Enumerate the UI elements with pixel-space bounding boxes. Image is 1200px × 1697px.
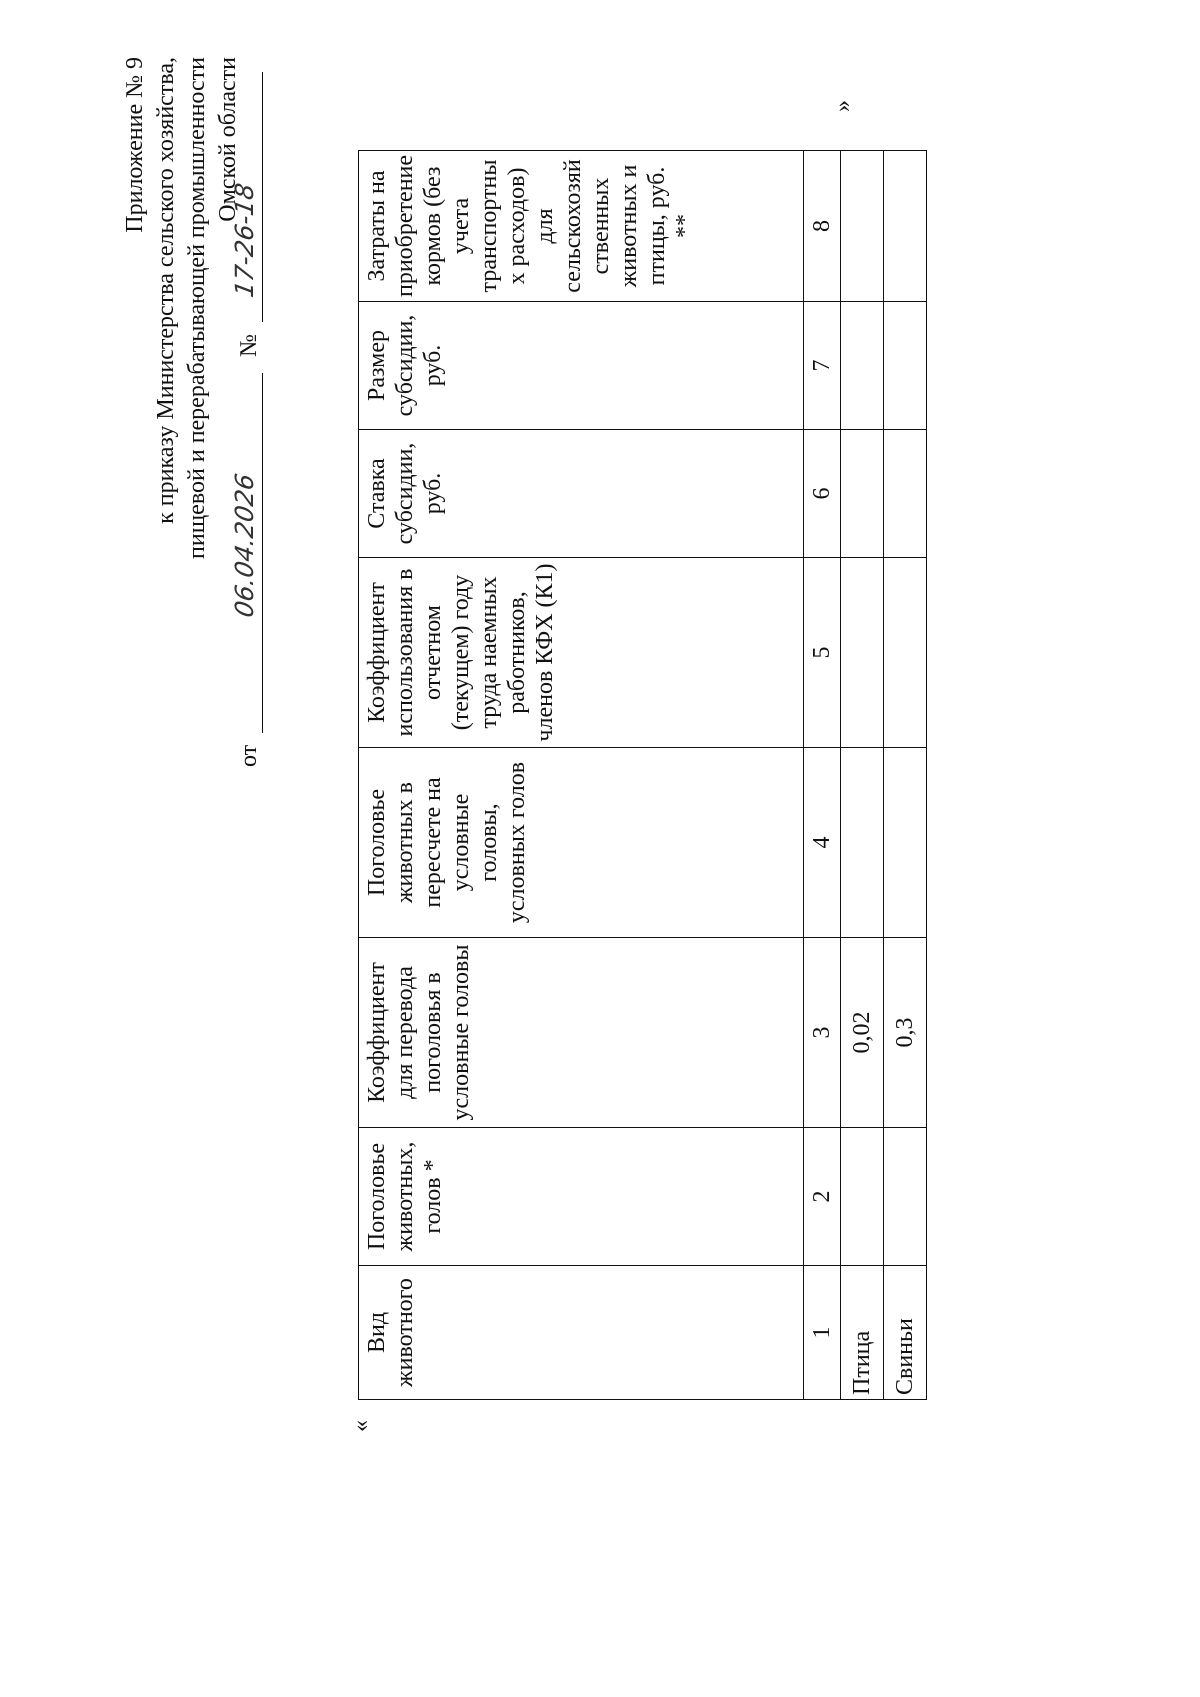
opening-quote: «: [348, 1420, 374, 1432]
header-cell: Вид животного: [359, 1266, 804, 1400]
feed-cost-cell: [841, 150, 884, 301]
subsidy-table: [358, 150, 927, 1400]
conditional-headcount-cell: [884, 748, 927, 938]
header-cell: Коэффициент для перевода поголовья в условные головы: [359, 938, 804, 1128]
subsidy-rate-cell: [884, 430, 927, 558]
conversion-coef-cell: 0,02: [841, 938, 884, 1128]
handwritten-date: 06.04.2026: [230, 471, 259, 620]
column-number: 6: [804, 430, 841, 558]
document-header: [120, 57, 244, 1057]
order-reference-line: к приказу Министерства сельского хозяйства,: [153, 57, 179, 524]
conditional-headcount-cell: [841, 748, 884, 938]
column-number: 4: [804, 748, 841, 938]
header-cell: Коэффициент использования в отчетном (текущем) году труда наемных работников, членов КФХ (К1): [359, 558, 804, 748]
column-number: 7: [804, 302, 841, 430]
animal-type-cell: Свиньи: [884, 1266, 927, 1400]
handwritten-number: 17-26-18: [230, 180, 259, 300]
table-row: [884, 150, 927, 1399]
number-underline: [262, 72, 263, 322]
header-cell: Поголовье животных в пересчете на условные головы, условных голов: [359, 748, 804, 938]
table-header-row: [359, 150, 804, 1399]
column-number: 3: [804, 938, 841, 1128]
headcount-cell: [884, 1128, 927, 1266]
header-cell: Поголовье животных, голов *: [359, 1128, 804, 1266]
region-name-line: Омской области: [215, 57, 241, 222]
column-number-row: [804, 150, 841, 1399]
column-number: 5: [804, 558, 841, 748]
closing-quote: »: [830, 100, 856, 112]
conversion-coef-cell: 0,3: [884, 938, 927, 1128]
animal-type-cell: Птица: [841, 1266, 884, 1400]
feed-cost-cell: [884, 150, 927, 301]
headcount-cell: [841, 1128, 884, 1266]
number-sign-label: №: [236, 334, 262, 357]
subsidy-amount-cell: [841, 302, 884, 430]
labor-coef-cell: [841, 558, 884, 748]
header-cell: Размер субсидии, руб.: [359, 302, 804, 430]
labor-coef-cell: [884, 558, 927, 748]
table-row: [841, 150, 884, 1399]
header-cell: Затраты на приобретение кормов (без учета транспортны х расходов) для сельскохозяй ственных животных и птицы, руб. **: [359, 150, 804, 301]
column-number: 1: [804, 1266, 841, 1400]
ministry-name-line: пищевой и перерабатывающей промышленности: [184, 57, 210, 559]
subsidy-amount-cell: [884, 302, 927, 430]
date-underline: [262, 373, 263, 733]
column-number: 8: [804, 150, 841, 301]
header-cell: Ставка субсидии, руб.: [359, 430, 804, 558]
subsidy-rate-cell: [841, 430, 884, 558]
appendix-title: Приложение № 9: [122, 57, 148, 233]
date-prefix-label: от: [236, 744, 262, 767]
date-number-line: [232, 37, 272, 767]
column-number: 2: [804, 1128, 841, 1266]
